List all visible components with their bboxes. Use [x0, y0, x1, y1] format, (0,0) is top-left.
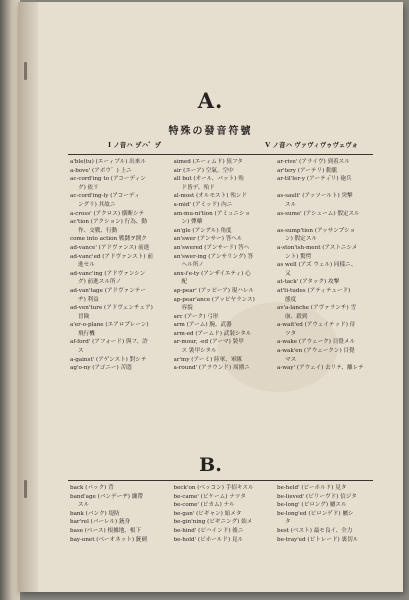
dictionary-entry: be-tray'ed (ビトレード) 裏切ル — [277, 536, 359, 543]
dictionary-entry: a-gainst' (アゲンスト) 對シテ — [70, 356, 147, 363]
dictionary-entry: be-held' (ビーホルド) 見タ — [277, 485, 347, 491]
dictionary-entry: bank (バンク) 堤防 — [70, 510, 120, 517]
page-edge-shadow — [0, 0, 20, 600]
dictionary-entry: ac-cord'ing-ly (アコーディ — [70, 193, 140, 200]
staple-top — [24, 62, 27, 80]
dictionary-entry: ングリ) 其故ニ — [78, 201, 116, 208]
dictionary-entry: aimed (エーィムド) 狙フタ — [173, 159, 243, 165]
dictionary-entry: ad-ven'ture (アドヴェンチュア) — [70, 305, 153, 312]
dictionary-entry: band'age (バンデーヂ) 繃帶 — [70, 493, 143, 500]
pronunciation-notes — [108, 140, 358, 149]
dictionary-entry: all but (オール、バット) 殆 — [173, 176, 244, 183]
dictionary-entry: スル — [285, 201, 297, 208]
dictionary-entry: ap-pear' (アッピーア) 現ハレル — [173, 287, 254, 294]
dictionary-entry: as-sump'tion (アッサンプショ — [277, 227, 356, 234]
dictionary-entry: arm-ed (アームド) 武裝シタル — [173, 330, 252, 337]
dictionary-entry: タ — [285, 519, 291, 526]
section-b-column-2 — [174, 484, 272, 544]
dictionary-entry: an'swered (アンサード) 答ヘ — [173, 244, 250, 251]
dictionary-entry: スル — [78, 502, 90, 509]
dictionary-entry: 進セル — [78, 262, 95, 269]
dictionary-entry: at-tack' (アタック) 攻撃 — [277, 279, 340, 286]
dictionary-entry: ス — [78, 348, 84, 355]
dictionary-entry: best (ベスト) 最モ良イ、全力 — [277, 527, 353, 534]
section-a-column-3 — [277, 158, 375, 373]
staple-bottom — [24, 480, 27, 498]
dictionary-entry: ap-pear'ance (アッピヤランス) — [173, 296, 255, 303]
dictionary-entry: be-long'ed (ビロンゲド) 屬シ — [277, 510, 354, 517]
dictionary-entry: be-come' (ビカム) ナル — [173, 502, 235, 509]
middle-rule — [68, 480, 373, 481]
dictionary-entry: ad-vanc'ed (アドヴァンスト) 前 — [70, 253, 153, 260]
section-b-columns — [70, 484, 375, 544]
dictionary-entry: beck'on (ベッコン) 手招キスル — [173, 485, 254, 491]
pronunciation-note-2: Ⅴ ノ音ハ ヴァヴィヴゥヴェヴォ — [265, 141, 358, 149]
dictionary-entry: an'swer-ing (アンサリング) 答 — [173, 253, 254, 260]
dictionary-entry: back (バック) 背 — [70, 485, 114, 491]
section-a-column-2 — [174, 158, 272, 373]
dictionary-entry: as-sault' (アッソールト) 突撃 — [277, 193, 353, 200]
dictionary-entry: ad-vanc'ing (アドヴァンシン — [70, 270, 146, 277]
top-rule — [68, 154, 373, 155]
dictionary-entry: an'swer (アンサー) 答ヘル — [173, 236, 243, 243]
dictionary-entry: ン) 假定スル — [285, 236, 317, 243]
dictionary-entry: ヘル所ノ — [181, 262, 204, 269]
dictionary-entry: bay-onet (ベーオネット) 銃劍 — [70, 536, 147, 543]
dictionary-entry: a-cross' (アクロス) 横断シテ — [70, 210, 145, 217]
dictionary-entry: 又 — [285, 270, 291, 277]
dictionary-entry: be-gin'ning (ビギニング) 始メ — [173, 519, 253, 526]
section-heading-b: B. — [199, 454, 222, 476]
pronunciation-note-1: Ⅰ ノ音ハ ヺハ゛ヺ — [108, 141, 162, 149]
dictionary-entry: ar-mour, -ed (アーマ) 裝甲 — [173, 339, 244, 346]
dictionary-entry — [277, 184, 375, 193]
dictionary-entry: グ) 依リ — [78, 184, 99, 191]
dictionary-entry: ag'o-ny (アゴニー) 苦悶 — [70, 365, 132, 372]
dictionary-entry: a-mid' (アミッド) 內ニ — [173, 201, 233, 208]
dictionary-entry: al-most (オルモスト) 殆ンド — [173, 193, 247, 200]
dictionary-entry: be-hind' (ビハインド) 後ニ — [173, 527, 244, 534]
pronunciation-title: 特殊の發音符號 — [168, 126, 253, 137]
dictionary-entry: ar-rive' (アライヴ) 到着スル — [277, 159, 350, 165]
dictionary-entry: af-ford' (アフォード) 與フ、許 — [70, 339, 148, 346]
section-heading-a: A. — [197, 88, 224, 113]
dictionary-entry: an'gle (アングル) 角度 — [173, 227, 232, 234]
section-b-column-1 — [70, 484, 168, 544]
dictionary-entry: anx-i'e-ty (アンザイエティ) 心 — [173, 270, 251, 277]
dictionary-entry: ント) 驚愕 — [285, 253, 312, 260]
dictionary-entry: 飛行機 — [78, 330, 95, 337]
dictionary-entry: av'a-lanche (アヴァランチ) 雪 — [277, 305, 357, 312]
dictionary-entry: ス 裝甲シタル — [181, 348, 217, 355]
section-b-column-3 — [277, 484, 375, 544]
dictionary-entry: a'er-o-plane (エアロプレーン) — [70, 322, 149, 329]
dictionary-entry: ad-van'tage (アドヴァンテー — [70, 287, 146, 294]
dictionary-entry: ン) 彈藥 — [181, 219, 203, 226]
dictionary-entry: 態度 — [285, 296, 297, 303]
dictionary-entry: ac'tion (アクション) 行為、動 — [70, 219, 147, 226]
dictionary-entry: arc (アーク) 弓形 — [173, 313, 219, 320]
dictionary-entry: a'ble(tu) (エーィブル) 出來ル — [70, 159, 146, 165]
dictionary-entry: arm (アーム) 腕、武器 — [173, 322, 232, 329]
dictionary-entry: a-wak'en (アウェークン) 目覺 — [277, 348, 355, 355]
dictionary-entry: as-sume' (アシューム) 假定スル — [277, 210, 360, 217]
dictionary-entry: ツタ — [285, 330, 297, 337]
dictionary-entry: be-came' (ビケーム) ナツタ — [173, 493, 246, 500]
dictionary-entry: be-hold' (ビホールド) 見ル — [173, 536, 244, 543]
dictionary-entry: as well (アズ ウェル) 同樣ニ、 — [277, 262, 357, 269]
dictionary-entry: ar'tery (アーテリ) 動脈 — [277, 167, 338, 174]
dictionary-entry: ac-cord'ing to (アコーディン — [70, 176, 146, 183]
dictionary-entry: ド皆デ、殆ド — [181, 184, 215, 191]
dictionary-entry: bar'rel (バーレル) 銃身 — [70, 519, 131, 526]
dictionary-entry: a-wait'ed (アウェイテッド) 待 — [277, 322, 356, 329]
dictionary-entry: am-mu-ni'tion (アミュニショ — [173, 210, 251, 217]
dictionary-entry: air (エーア) 空氣、空中 — [173, 167, 234, 174]
dictionary-entry: マス — [285, 356, 297, 363]
dictionary-entry: be-gan' (ビギャン) 始メタ — [173, 510, 242, 517]
dictionary-entry: come into action 戦鬪ヲ開ク — [70, 236, 147, 243]
dictionary-entry: ヂ) 利益 — [78, 296, 99, 303]
dictionary-entry: ar'my (アーミ) 陸軍、軍隊 — [173, 356, 243, 363]
dictionary-entry: be-long' (ビロング) 屬スル — [277, 502, 347, 509]
dictionary-entry: a-way' (アウェイ) 去リテ、離レテ — [277, 365, 364, 372]
dictionary-entry: 作、交戦、行動 — [78, 227, 118, 234]
section-a-column-1 — [70, 158, 168, 373]
dictionary-entry — [277, 218, 375, 227]
book-page — [18, 2, 403, 592]
dictionary-entry: 冒険 — [78, 313, 90, 320]
dictionary-entry: 崩、殺到 — [285, 313, 308, 320]
dictionary-entry: 配 — [181, 279, 188, 286]
dictionary-entry: ar-til'ler-y (アーティ゙リ) 砲兵 — [277, 176, 352, 183]
dictionary-entry: base (ベース) 根據地、根下 — [70, 527, 142, 534]
dictionary-entry: グ) 前進スル所ノ — [78, 279, 122, 286]
dictionary-entry: 容貌 — [181, 305, 193, 312]
dictionary-entry: a-ston'ish-ment (アストニシメ — [277, 244, 358, 251]
dictionary-entry: ad-vance' (アドヴァンス) 前進 — [70, 244, 150, 251]
section-a-columns — [70, 158, 375, 373]
dictionary-entry: a-bove' (アボウ゛) 上ニ — [70, 167, 132, 174]
dictionary-entry: a-round' (アラウンド) 周圍ニ — [173, 365, 250, 372]
dictionary-entry: a-wake (アウェーク) 目覺メル — [277, 339, 356, 346]
dictionary-entry: at'ti-tudes (アティテュード) — [277, 287, 351, 294]
dictionary-entry: be-lieved' (ビリーヴド) 信ジタ — [277, 493, 357, 500]
